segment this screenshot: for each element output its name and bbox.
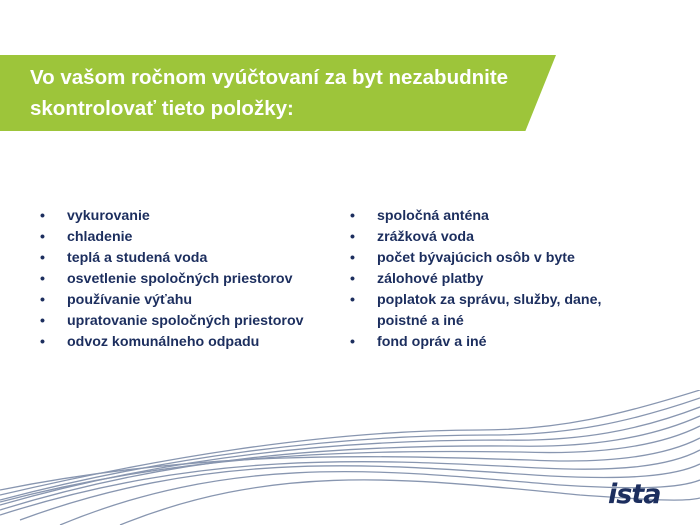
checklist-right	[350, 206, 650, 353]
list-item-label: zrážková voda	[377, 229, 474, 245]
list-item	[350, 248, 650, 269]
bullet-icon: •	[40, 334, 45, 350]
wave-line	[0, 407, 700, 505]
list-item	[40, 227, 340, 248]
list-item	[350, 227, 650, 248]
list-item	[350, 332, 650, 353]
bullet-icon: •	[40, 292, 45, 308]
list-item-label: počet bývajúcich osôb v byte	[377, 250, 575, 266]
bullet-icon: •	[350, 292, 355, 308]
checklist-left	[40, 206, 340, 353]
list-item	[40, 248, 340, 269]
list-item	[40, 290, 340, 311]
bullet-icon: •	[40, 271, 45, 287]
list-item-label: teplá a studená voda	[67, 250, 208, 266]
list-item	[350, 269, 650, 290]
bullet-icon: •	[350, 250, 355, 266]
page-title: Vo vašom ročnom vyúčtovaní za byt nezabudnite skontrolovať tieto položky:	[30, 66, 509, 120]
bullet-icon: •	[40, 208, 45, 224]
list-item-label: poplatok za správu, služby, dane, poistné a iné	[377, 292, 602, 329]
list-item	[40, 206, 340, 227]
list-item-label: odvoz komunálneho odpadu	[67, 334, 260, 350]
list-item-label: upratovanie spoločných priestorov	[67, 313, 304, 329]
decorative-waves	[0, 390, 700, 525]
ista-logo	[608, 478, 682, 512]
list-item	[350, 206, 650, 227]
list-item-label: spoločná anténa	[377, 208, 489, 224]
list-item-label: chladenie	[67, 229, 133, 245]
logo-text: ista	[608, 479, 661, 510]
list-item	[40, 311, 340, 332]
bullet-icon: •	[350, 271, 355, 287]
list-item	[350, 290, 650, 332]
bullet-icon: •	[40, 313, 45, 329]
list-item	[40, 332, 340, 353]
list-item-label: používanie výťahu	[67, 292, 193, 308]
bullet-icon: •	[40, 229, 45, 245]
bullet-icon: •	[350, 208, 355, 224]
list-item-label: fond opráv a iné	[377, 334, 487, 350]
list-item-label: zálohové platby	[377, 271, 484, 287]
bullet-icon: •	[350, 334, 355, 350]
bullet-icon: •	[40, 250, 45, 266]
wave-line	[0, 426, 700, 502]
list-item-label: osvetlenie spoločných priestorov	[67, 271, 293, 287]
list-item	[40, 269, 340, 290]
list-item-label: vykurovanie	[67, 208, 150, 224]
bullet-icon: •	[350, 229, 355, 245]
